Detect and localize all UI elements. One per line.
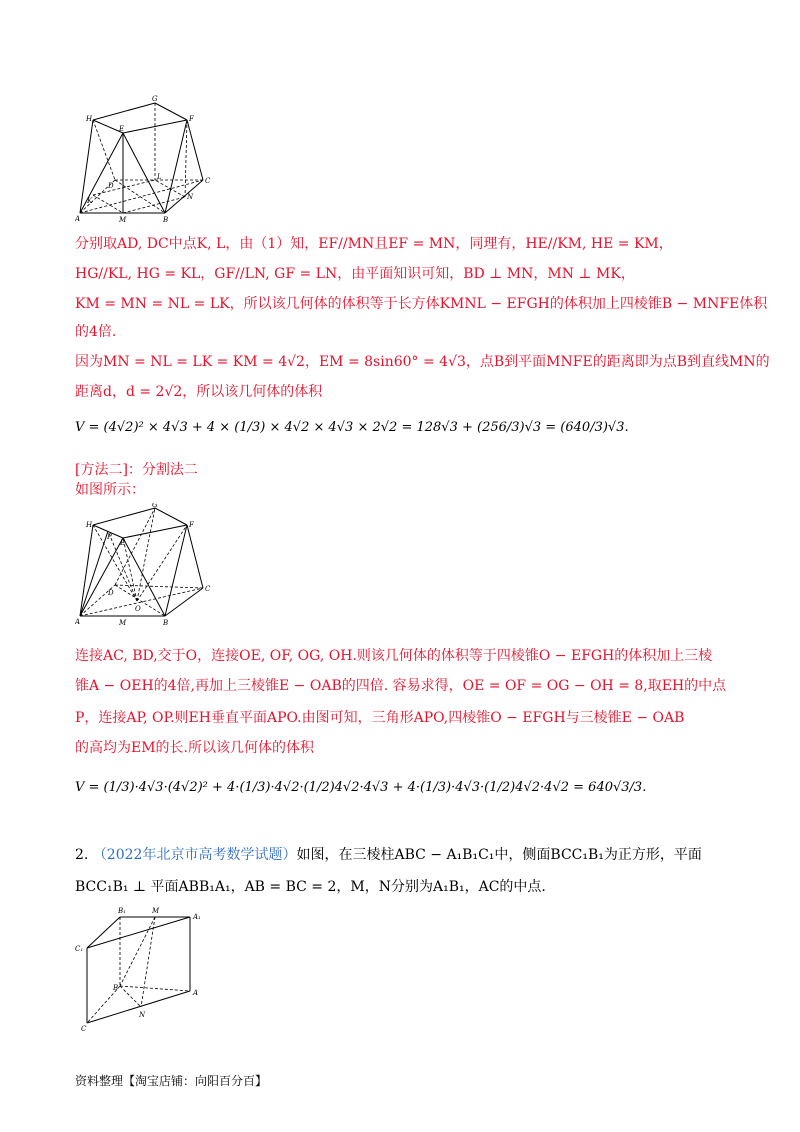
- fig1-label-K: K: [87, 197, 93, 205]
- fig3-label-A1: A₁: [193, 913, 201, 921]
- fig3-label-B: B: [113, 984, 119, 992]
- fig3-label-C1: C₁: [75, 945, 84, 953]
- fig2-label-O: O: [135, 605, 141, 613]
- fig2-label-H: H: [86, 521, 93, 529]
- method2-title: [方法二]：分割法二: [75, 462, 198, 478]
- para1-line3: KM = MN = NL = LK，所以该几何体的体积等于长方体KMNL − EFGH的体积加上四棱锥B − MNFE体积: [75, 296, 768, 312]
- fig2-label-C: C: [205, 585, 211, 593]
- question-number: 2.: [75, 847, 89, 863]
- para3-line2: 锥A − OEH的4倍,再加上三棱锥E − OAB的四倍. 容易求得，OE = OF = OG − OH = 8,取EH的中点: [75, 678, 727, 694]
- para3-line1: 连接AC, BD,交于O，连接OE, OF, OG, OH.则该几何体的体积等于四棱锥O − EFGH的体积加上三棱: [75, 648, 713, 664]
- fig2-label-F: F: [189, 521, 194, 529]
- fig1-label-N: N: [187, 193, 194, 201]
- fig2-label-P: P: [107, 533, 112, 541]
- fig1-label-B: B: [163, 216, 169, 224]
- para3-line3: P，连接AP, OP.则EH垂直平面APO.由图可知，三角形APO,四棱锥O − EFGH与三棱锥E − OAB: [75, 710, 685, 726]
- fig3-label-N: N: [139, 1011, 146, 1019]
- fig1-label-M: M: [119, 216, 127, 224]
- para2-line1: 因为MN = NL = LK = KM = 4√2，EM = 8sin60° = 4√3，点B到平面MNFE的距离即为点B到直线MN的: [75, 354, 770, 370]
- figure-polyhedron-2: [75, 503, 215, 628]
- fig1-label-L: L: [157, 173, 162, 181]
- formula-2: V = (1/3)·4√3·(4√2)² + 4·(1/3)·4√2·(1/2)4√2·4√3 + 4·(1/3)·4√3·(1/2)4√2·4√2 = 640√3/3.: [75, 780, 647, 795]
- fig2-label-A: A: [75, 618, 81, 626]
- fig1-label-G: G: [152, 95, 158, 103]
- para2-line2: 距离d，d = 2√2，所以该几何体的体积: [75, 384, 323, 400]
- question-2-line2: BCC₁B₁ ⊥ 平面ABB₁A₁，AB = BC = 2，M，N分别为A₁B₁，AC的中点.: [75, 879, 546, 895]
- para3-line4: 的高均为EM的长.所以该几何体的体积: [75, 740, 315, 756]
- question-2-line1: [75, 845, 755, 865]
- fig3-label-B1: B₁: [118, 907, 126, 915]
- para1-line2: HG//KL, HG = KL，GF//LN, GF = LN，由平面知识可知，BD ⊥ MN，MN ⊥ MK，: [75, 266, 635, 282]
- question-source: （2022年北京市高考数学试题）: [92, 847, 297, 863]
- fig1-label-C: C: [205, 177, 211, 185]
- fig1-label-A: A: [75, 215, 81, 223]
- fig2-label-D: D: [108, 589, 114, 597]
- fig1-label-H: H: [86, 115, 93, 123]
- fig2-label-G: G: [152, 503, 158, 509]
- para1-line1: 分别取AD, DC中点K, L，由（1）知，EF//MN且EF = MN，同理有，HE//KM, HE = KM，: [75, 236, 673, 252]
- fig3-label-A: A: [193, 989, 199, 997]
- fig2-label-E: E: [120, 539, 126, 547]
- fig3-label-M: M: [152, 907, 160, 915]
- fig1-label-F: F: [189, 115, 194, 123]
- figure-prism: [75, 903, 215, 1033]
- fig2-label-M: M: [119, 619, 127, 627]
- fig1-label-E: E: [119, 125, 125, 133]
- method2-intro: 如图所示：: [75, 482, 145, 498]
- figure-polyhedron-1: [75, 95, 215, 225]
- footer-note: 资料整理【淘宝店铺：向阳百分百】: [75, 1074, 268, 1088]
- formula-1: V = (4√2)² × 4√3 + 4 × (1/3) × 4√2 × 4√3 × 2√2 = 128√3 + (256/3)√3 = (640/3)√3.: [75, 420, 629, 435]
- fig1-label-D: D: [108, 182, 114, 190]
- question-text-1: 如图，在三棱柱ABC − A₁B₁C₁中，侧面BCC₁B₁为正方形，平面: [296, 847, 702, 863]
- para1-line4: 的4倍.: [75, 324, 117, 340]
- fig2-label-B: B: [163, 619, 169, 627]
- fig3-label-C: C: [81, 1025, 87, 1033]
